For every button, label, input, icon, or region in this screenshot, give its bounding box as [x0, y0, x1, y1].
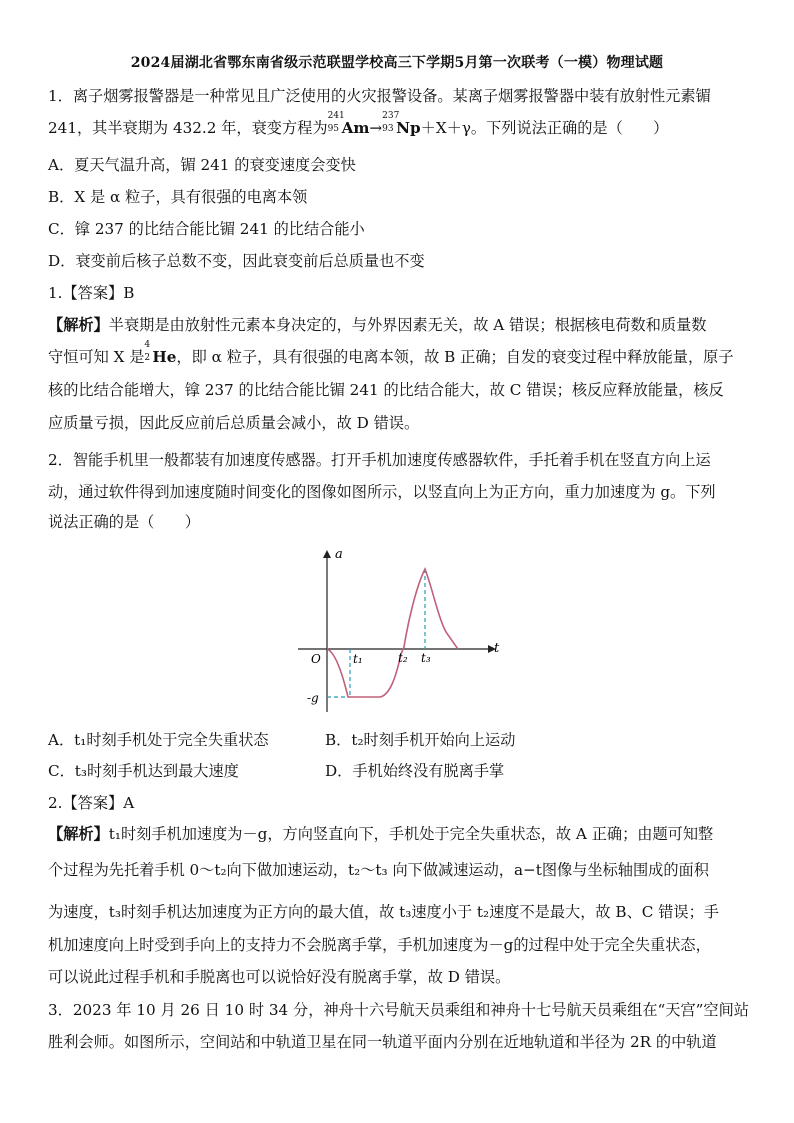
q1-stem-line2-post: ＋X＋γ。下列说法正确的是（ ）	[420, 119, 669, 137]
am-z: 95	[327, 124, 340, 134]
t3-label: t₃	[421, 651, 431, 665]
q1-explanation-label: 【解析】	[48, 316, 109, 334]
q2-explanation-text1: t₁时刻手机加速度为－g，方向竖直向下，手机处于完全失重状态，故 A 正确；由题可知整	[108, 825, 714, 843]
q2-stem-line3: 说法正确的是（ ）	[48, 513, 200, 531]
q2-option-a: A．t₁时刻手机处于完全失重状态	[48, 731, 269, 749]
q1-explanation-text2-post: ，即 α 粒子，具有很强的电离本领，故 B 正确；自发的衰变过程中释放能量，原子	[176, 348, 734, 366]
page-title: 2024届湖北省鄂东南省级示范联盟学校高三下学期5月第一次联考（一模）物理试题	[130, 55, 664, 71]
q1-option-a: A．夏天气温升高，镅 241 的衰变速度会变快	[48, 156, 356, 174]
he-mass: 4	[144, 340, 151, 350]
np-mass: 237	[382, 111, 400, 121]
q1-stem-line2	[48, 111, 669, 138]
acceleration-time-graph	[298, 542, 508, 717]
q1-explanation-text1: 半衰期是由放射性元素本身决定的，与外界因素无关，故 A 错误；根据核电荷数和质量数	[108, 316, 707, 334]
axis-label-t: t	[494, 641, 500, 656]
q1-option-b: B．X 是 α 粒子，具有很强的电离本领	[48, 188, 308, 206]
q1-stem-line2-pre: 241，其半衰期为 432.2 年，衰变方程为	[48, 119, 328, 137]
axis-label-a: a	[335, 547, 343, 562]
nuclide-np	[382, 111, 421, 138]
q2-explanation-line1	[48, 824, 713, 844]
t1-label: t₁	[353, 652, 363, 666]
q1-option-c: C．镎 237 的比结合能比镅 241 的比结合能小	[48, 220, 365, 238]
q1-answer: 1.【答案】B	[48, 284, 135, 302]
t2-label: t₂	[398, 651, 408, 665]
np-z: 93	[382, 124, 394, 134]
q1-explanation-line4: 应质量亏损，因此反应前后总质量会减小，故 D 错误。	[48, 414, 420, 432]
q2-stem-line2: 动，通过软件得到加速度随时间变化的图像如图所示，以竖直向上为正方向，重力加速度为 g。下列	[48, 483, 716, 501]
q2-option-c: C．t₃时刻手机达到最大速度	[48, 762, 239, 780]
graph-svg	[298, 542, 508, 717]
y-axis-arrow	[323, 550, 331, 558]
nuclide-am	[327, 111, 370, 138]
q1-explanation-line1	[48, 315, 707, 335]
q2-explanation-label: 【解析】	[48, 825, 109, 843]
acceleration-curve	[327, 569, 458, 697]
q1-stem-line1: 1．离子烟雾报警器是一种常见且广泛使用的火灾报警设备。某离子烟雾报警器中装有放射性元素镅	[48, 87, 711, 105]
q2-answer: 2.【答案】A	[48, 794, 135, 812]
q2-explanation-line4: 机加速度向上时受到手向上的支持力不会脱离手掌，手机加速度为－g的过程中处于完全失重状态，	[48, 936, 711, 954]
neg-g-label: -g	[307, 691, 319, 705]
am-mass: 241	[327, 111, 345, 121]
q2-explanation-line5: 可以说此过程手机和手脱离也可以说恰好没有脱离手掌，故 D 错误。	[48, 968, 511, 986]
q2-explanation-line2: 个过程为先托着手机 0～t₂向下做加速运动，t₂～t₃ 向下做减速运动，a−t图像与坐标轴围成的面积	[48, 861, 709, 879]
q2-option-b: B．t₂时刻手机开始向上运动	[325, 731, 516, 749]
origin-label: O	[311, 652, 321, 666]
q1-option-d: D．衰变前后核子总数不变，因此衰变前后总质量也不变	[48, 252, 425, 270]
he-z: 2	[144, 353, 151, 363]
q1-explanation-text2-pre: 守恒可知 X 是	[48, 348, 145, 366]
nuclide-he	[144, 340, 177, 367]
am-symbol: Am	[341, 119, 370, 137]
np-symbol: Np	[396, 119, 421, 137]
q3-stem-line1: 3．2023 年 10 月 26 日 10 时 34 分，神舟十六号航天员乘组和神舟十七号航天员乘组在“天宫”空间站	[48, 1001, 749, 1019]
q3-stem-line2: 胜利会师。如图所示，空间站和中轨道卫星在同一轨道平面内分别在近地轨道和半径为 2R 的中轨道	[48, 1033, 717, 1051]
q2-explanation-line3: 为速度，t₃时刻手机达加速度为正方向的最大值，故 t₃速度小于 t₂速度不是最大，故 B、C 错误；手	[48, 903, 719, 921]
q1-explanation-line2	[48, 340, 734, 367]
he-symbol: He	[152, 348, 177, 366]
q2-stem-line1: 2．智能手机里一般都装有加速度传感器。打开手机加速度传感器软件，手托着手机在竖直方向上运	[48, 451, 711, 469]
arrow: →	[369, 119, 383, 137]
q1-explanation-line3: 核的比结合能增大，镎 237 的比结合能比镅 241 的比结合能大，故 C 错误；核反应释放能量，核反	[48, 381, 724, 399]
q2-option-d: D．手机始终没有脱离手掌	[325, 762, 505, 780]
